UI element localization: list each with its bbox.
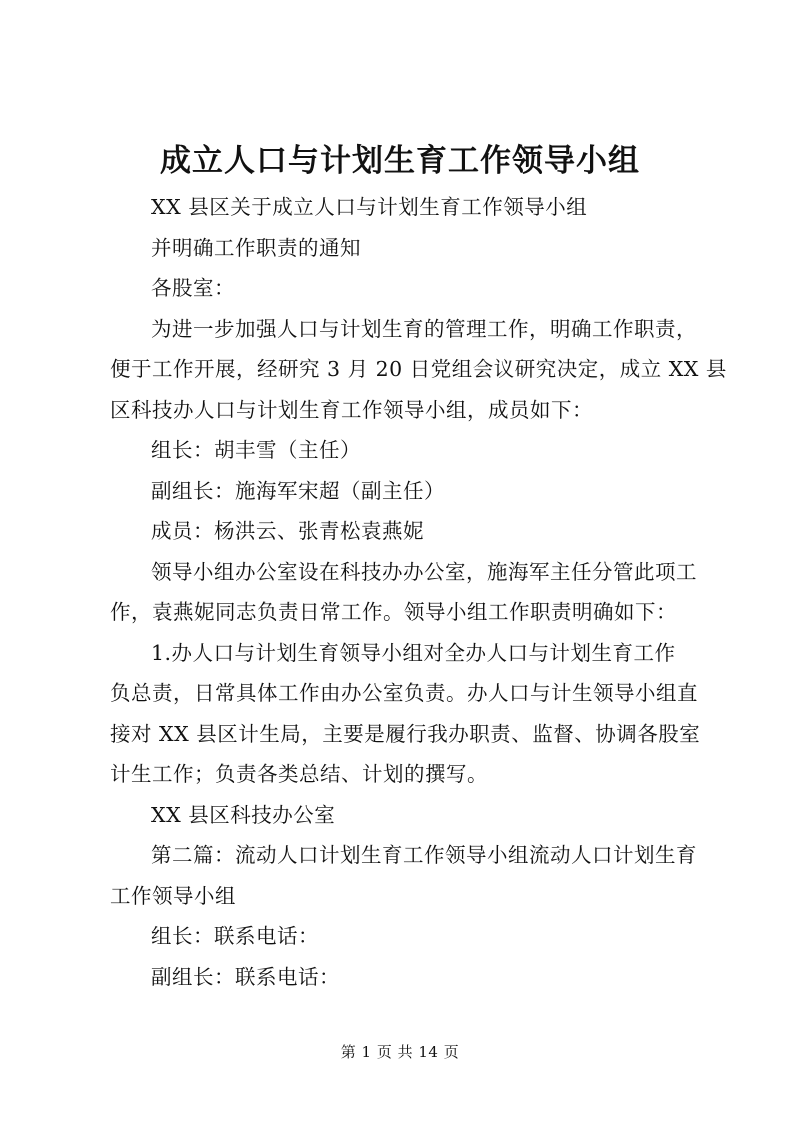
- notice-heading-line-1: XX 县区关于成立人口与计划生育工作领导小组: [151, 195, 588, 219]
- paragraph-line: 为进一步加强人口与计划生育的管理工作，明确工作职责，: [151, 316, 697, 341]
- page-footer: 第 1 页 共 14 页: [340, 1043, 460, 1061]
- paragraph-line: 区科技办人口与计划生育工作领导小组，成员如下：: [110, 397, 593, 422]
- deputy-leader-line: 副组长：施海军宋超（副主任）: [151, 478, 445, 503]
- paragraph-line: 便于工作开展，经研究 3 月 20 日党组会议研究决定，成立 XX 县: [110, 357, 727, 381]
- document-body: [110, 187, 727, 997]
- leader-contact-line: 组长：联系电话：: [151, 924, 319, 948]
- list-item-line: 1.办人口与计划生育领导小组对全办人口与计划生育工作: [151, 640, 676, 665]
- signature-line: XX 县区科技办公室: [151, 802, 336, 827]
- deputy-leader-contact-line: 副组长：联系电话：: [151, 964, 340, 989]
- leader-line: 组长：胡丰雪（主任）: [151, 438, 361, 462]
- members-line: 成员：杨洪云、张青松袁燕妮: [151, 519, 424, 543]
- notice-heading-line-2: 并明确工作职责的通知: [151, 235, 361, 260]
- paragraph-line: 领导小组办公室设在科技办办公室，施海军主任分管此项工: [151, 559, 697, 584]
- section-heading-line: 第二篇：流动人口计划生育工作领导小组流动人口计划生育: [151, 843, 697, 867]
- document-title: 成立人口与计划生育工作领导小组: [160, 143, 640, 179]
- list-item-line: 负总责，日常具体工作由办公室负责。办人口与计生领导小组直: [110, 681, 698, 705]
- salutation: 各股室：: [151, 276, 235, 300]
- list-item-line: 接对 XX 县区计生局，主要是履行我办职责、监督、协调各股室: [110, 721, 701, 746]
- list-item-line: 计生工作；负责各类总结、计划的撰写。: [110, 762, 488, 786]
- paragraph-line: 作，袁燕妮同志负责日常工作。领导小组工作职责明确如下：: [110, 600, 677, 624]
- section-heading-line: 工作领导小组: [110, 883, 236, 908]
